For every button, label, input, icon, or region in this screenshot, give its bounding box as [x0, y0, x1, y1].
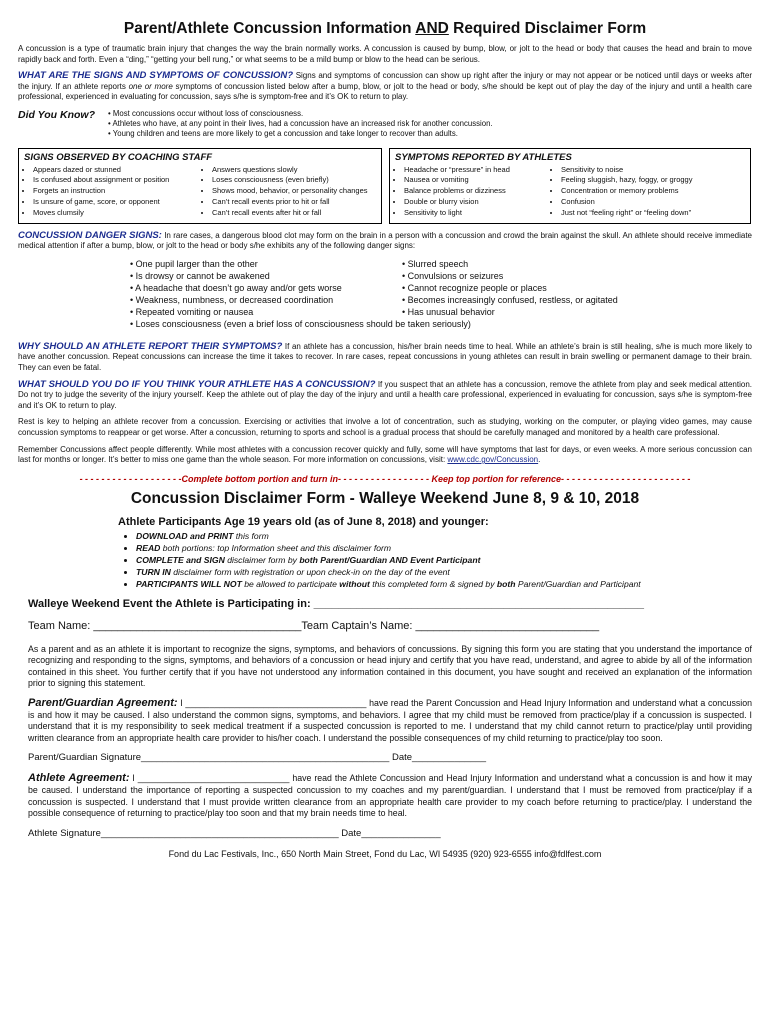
list-item: • Weakness, numbness, or decreased coordination — [130, 294, 402, 306]
list-item: • Has unusual behavior — [402, 306, 618, 318]
list-item: • Can’t recall events prior to hit or fall — [212, 197, 368, 208]
team-fields[interactable]: Team Name: __________________________________Team Captain’s Name: ______________________________ — [28, 619, 600, 632]
list-item: • Headache or “pressure” in head — [404, 165, 552, 176]
instruction-bold: without — [339, 578, 370, 589]
signs-text-a: Signs and symptoms of concussion can show up right after the injury or may not appear or be noticed until days or weeks after the injury. If an athlete reports — [18, 71, 752, 91]
coaching-col-2 — [203, 165, 368, 219]
title-and: AND — [415, 20, 449, 37]
instruction-text: this form — [233, 530, 269, 541]
list-item: • Is drowsy or cannot be awakened — [130, 270, 402, 282]
instruction-bold: COMPLETE and SIGN — [136, 554, 225, 565]
list-item: • Forgets an instruction — [33, 186, 203, 197]
signs-paragraph — [18, 71, 752, 103]
what-text: If you suspect that an athlete has a concussion, remove the athlete from play and seek medical attention. Do not try to judge the severity of the injury yourself. Keep the athlete out of play the day of the injury and until a health care professional, experienced in evaluating for concussion, says s/he is symptom-free and it’s OK to return to play. — [18, 379, 752, 410]
instruction-text: disclaimer form by — [224, 554, 300, 565]
danger-full-item: • Loses consciousness (even a brief loss of consciousness should be taken seriously) — [130, 318, 471, 329]
coaching-staff-box — [18, 148, 382, 224]
page-title — [18, 20, 752, 38]
form-title: Concussion Disclaimer Form - Walleye Weekend June 8, 9 & 10, 2018 — [130, 489, 640, 507]
list-item: • Cannot recognize people or places — [402, 282, 618, 294]
list-item: • Convulsions or seizures — [402, 270, 618, 282]
danger-col-2 — [402, 258, 618, 318]
athletes-col-1 — [395, 165, 552, 219]
cdc-link[interactable]: www.cdc.gov/Concussion — [447, 455, 539, 465]
instruction-item — [136, 542, 752, 554]
instruction-item — [136, 566, 752, 578]
list-item: • Is unsure of game, score, or opponent — [33, 197, 203, 208]
instruction-item — [136, 530, 752, 542]
did-you-know-item: • Most concussions occur without loss of consciousness. — [108, 108, 304, 118]
coaching-box-title: SIGNS OBSERVED BY COACHING STAFF — [24, 151, 213, 163]
list-item: • Answers questions slowly — [212, 165, 368, 176]
why-heading: WHY SHOULD AN ATHLETE REPORT THEIR SYMPTOMS? — [18, 340, 283, 352]
danger-text: In rare cases, a dangerous blood clot may form on the brain in a person with a concussion and crowd the brain against the skull. An athlete should receive immediate medical attention if after a bump, blow, or jolt to the head or body s/he exhibits any of the following danger signs: — [18, 230, 752, 251]
signs-heading: WHAT ARE THE SIGNS AND SYMPTOMS OF CONCUSSION? — [18, 70, 294, 82]
list-item: • Slurred speech — [402, 258, 618, 270]
instruction-bold: PARTICIPANTS WILL NOT — [136, 578, 242, 589]
list-item: • Sensitivity to noise — [561, 165, 692, 176]
list-item: • Concentration or memory problems — [561, 186, 692, 197]
parent-signature-field[interactable]: Parent/Guardian Signature_______________________________________________ Date______________ — [28, 752, 487, 764]
list-item: • Is confused about assignment or position — [33, 175, 203, 186]
list-item: • Nausea or vomiting — [404, 175, 552, 186]
remember-paragraph — [18, 445, 752, 466]
participants-heading: Athlete Participants Age 19 years old (as of June 8, 2018) and younger: — [118, 515, 489, 528]
instruction-text: Parent/Guardian and Participant — [515, 578, 641, 589]
instruction-item — [136, 554, 752, 566]
instruction-bold: READ — [136, 542, 161, 553]
signs-emphasis: one or more — [128, 81, 173, 91]
title-suffix: Required Disclaimer Form — [448, 20, 647, 37]
athletes-col-2 — [552, 165, 692, 219]
signs-text-b: symptoms of concussion listed below after a bump, blow, or jolt to the head or body, s/he should be kept out of play the day of the injury and until a health care professional, experienced in evaluating for concussion, says s/he is symptom-free and it’s OK to return to play. — [18, 81, 752, 102]
why-text: If an athlete has a concussion, his/her brain needs time to heal. While an athlete’s brain is still healing, s/he is much more likely to have another concussion. Repeat concussions can increase the time it takes to recover. In rare cases, repeat concussions in young athletes can result in brain swelling or permanent damage to their brain. They can even be fatal. — [18, 341, 753, 372]
parent-name-field[interactable]: I _____________________________________ — [177, 698, 370, 709]
intro-paragraph: A concussion is a type of traumatic brain injury that changes the way the brain normally works. A concussion is caused by bump, blow, or jolt to the head or body that causes the head and brain to move rapidly back and forth. Even a “ding,” “getting your bell rung,” or what seems to be a mild bump or blow to the head can be serious. — [18, 44, 752, 64]
instruction-text: both portions: top Information sheet and this disclaimer form — [160, 542, 392, 553]
statement-paragraph: As a parent and as an athlete it is important to recognize the signs, symptoms, and behaviors of concussions. By signing this form you are stating that you understand the importance of recognizing and responding to the signs, symptoms, and behaviors of a concussion or head injury and certify that you have read, understand, and agree to abide by all of the information contained in this sheet. You further certify that if you have not understood any information contained in this document, you have sought and received an explanation of the information prior to signing this statement. — [28, 643, 752, 689]
list-item: • One pupil larger than the other — [130, 258, 402, 270]
list-item: • A headache that doesn’t go away and/or gets worse — [130, 282, 402, 294]
list-item: • Balance problems or dizziness — [404, 186, 552, 197]
what-paragraph — [18, 380, 752, 412]
list-item: • Double or blurry vision — [404, 197, 552, 208]
what-heading: WHAT SHOULD YOU DO IF YOU THINK YOUR ATHLETE HAS A CONCUSSION? — [18, 378, 376, 390]
instruction-bold: both Parent/Guardian AND Event Participant — [299, 554, 481, 565]
athlete-agreement-text-a: have read the Athlete Concussion and Head Injury Information and understand what — [292, 773, 625, 784]
athlete-signature-field[interactable]: Athlete Signature_____________________________________________ Date_______________ — [28, 827, 441, 839]
parent-agreement — [28, 698, 752, 744]
did-you-know — [18, 109, 752, 140]
instruction-bold: DOWNLOAD and PRINT — [136, 530, 234, 541]
list-item: • Confusion — [561, 197, 692, 208]
did-you-know-list — [108, 109, 493, 140]
danger-full-text: Loses consciousness (even a brief loss of consciousness should be taken seriously) — [135, 318, 471, 329]
athlete-agreement — [28, 773, 752, 819]
danger-col-1 — [130, 258, 402, 318]
instruction-text: disclaimer form with registration or upon check-in on the day of the event — [170, 566, 450, 577]
athlete-name-field[interactable]: I _______________________________ — [129, 773, 293, 784]
why-paragraph — [18, 342, 752, 374]
coaching-col-1 — [24, 165, 203, 219]
footer-contact: Fond du Lac Festivals, Inc., 650 North Main Street, Fond du Lac, WI 54935 (920) 923-6555 info@fdlfest.com — [168, 848, 602, 859]
parent-agreement-label: Parent/Guardian Agreement: — [28, 697, 178, 710]
list-item: • Becomes increasingly confused, restless, or agitated — [402, 294, 618, 306]
list-item: • Feeling sluggish, hazy, foggy, or groggy — [561, 175, 692, 186]
title-prefix: Parent/Athlete Concussion Information — [123, 20, 416, 37]
list-item: • Shows mood, behavior, or personality changes — [212, 186, 368, 197]
athletes-box — [389, 148, 751, 224]
did-you-know-item: • Young children and teens are more likely to get a concussion and take longer to recover than adults. — [108, 129, 458, 139]
instruction-bold: both — [496, 578, 516, 589]
did-you-know-item: • Athletes who have, at any point in their lives, had a concussion have an increased risk for another concussion. — [108, 119, 493, 129]
did-you-know-label: Did You Know? — [18, 108, 95, 121]
list-item: • Appears dazed or stunned — [33, 165, 203, 176]
signs-boxes — [18, 148, 752, 224]
list-item: • Can’t recall events after hit or fall — [212, 208, 368, 219]
cut-line: - - - - - - - - - - - - - - - - - - -Complete bottom portion and turn in- - - - - - - - - - - - - - - - - Keep top portion for reference- - - - - - - - - - - - - - - - - - - - - - - - — [79, 473, 691, 484]
remember-end: . — [538, 455, 541, 465]
event-field[interactable]: Walleye Weekend Event the Athlete is Participating in: ______________________________________________________ — [28, 597, 645, 610]
list-item: • Repeated vomiting or nausea — [130, 306, 402, 318]
danger-signs-list — [130, 258, 752, 318]
athlete-agreement-label: Athlete Agreement: — [28, 772, 130, 785]
danger-paragraph — [18, 231, 752, 252]
parent-agreement-text-a: have read the Parent Concussion and Head Injury Information — [369, 698, 613, 709]
instructions-list — [118, 530, 752, 590]
list-item: • Just not “feeling right” or “feeling down” — [561, 208, 692, 219]
instruction-text: be allowed to participate — [241, 578, 340, 589]
athletes-box-title: SYMPTOMS REPORTED BY ATHLETES — [395, 151, 572, 163]
list-item: • Loses consciousness (even briefly) — [212, 175, 368, 186]
list-item: • Moves clumsily — [33, 208, 203, 219]
remember-text: Remember Concussions affect people differently. While most athletes with a concussion recover quickly and fully, some will have symptoms that last for days, or even weeks. A more serious concussion can last for months or longer. It’s better to miss one game than the whole season. For more information on concussions, visit: — [18, 444, 752, 465]
list-item: • Sensitivity to light — [404, 208, 552, 219]
athlete-agreement-text-b: a concussion is and how it may be caused. I understand the importance of reporting a suspected concussion to my coaches and my parent/guardian. I understand that I must be removed from practice/play if a concussion is suspected. I understand that I must provide written clearance from an appropriate health care provider to my coach before returning to practice/play. I understand the possible consequence of returning to practice/play too soon and that my brain needs time to heal. — [28, 773, 752, 819]
rest-paragraph: Rest is key to helping an athlete recover from a concussion. Exercising or activities that involve a lot of concentration, such as studying, working on the computer, or playing video games, may cause concussion symptoms to reappear or get worse. After a concussion, returning to sports and school is a gradual process that should be carefully managed and monitored by a health care professional. — [18, 417, 752, 437]
danger-heading: CONCUSSION DANGER SIGNS: — [18, 229, 162, 241]
instruction-text: this completed form & signed by — [369, 578, 497, 589]
parent-agreement-text-b: and understand what a concussion is and how it may be caused. I also understand the common signs, symptoms, and behaviors. I agree that my child must be removed from practice/play if a concussion is suspected. I understand that it is my responsibility to seek medical treatment if a suspected concussion is reported to me. I understand that my child cannot return to practice/play until providing written clearance from an appropriate health care provider to his/her coach. I understand the possible consequences of my child returning to practice/play too soon. — [28, 698, 752, 743]
instruction-bold: TURN IN — [136, 566, 171, 577]
instruction-item — [136, 578, 752, 590]
